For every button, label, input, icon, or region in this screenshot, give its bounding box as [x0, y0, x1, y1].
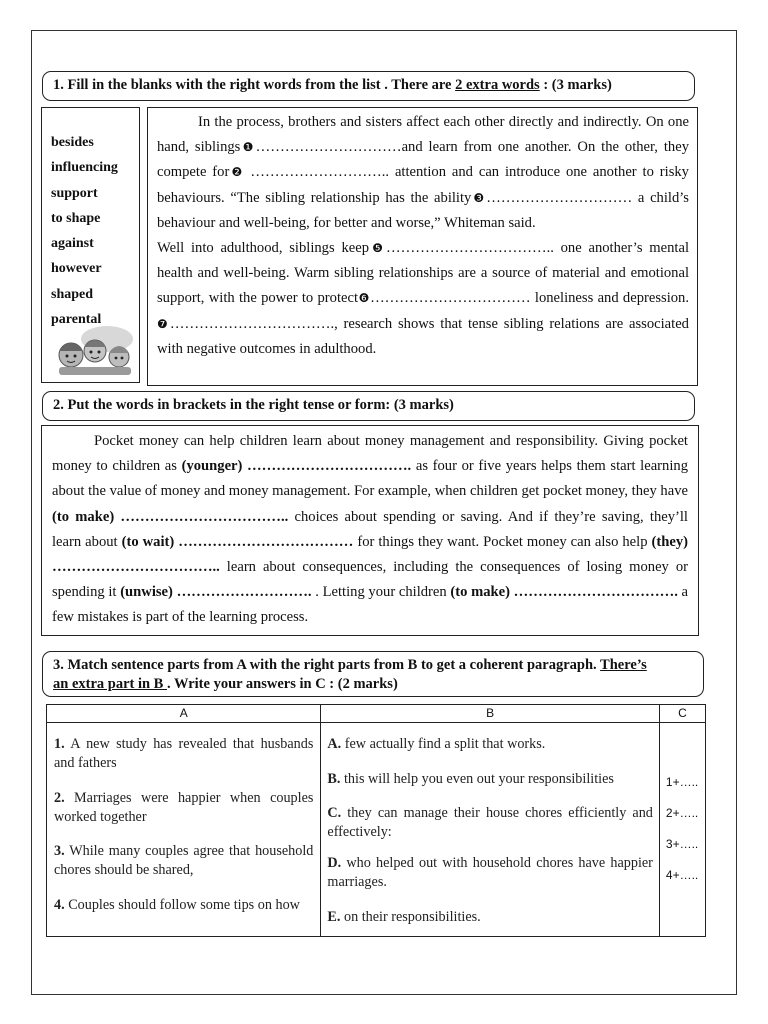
section1-header-text: 1. Fill in the blanks with the right words from the list . There are	[53, 77, 456, 93]
section3-header-underlined: an extra part in B	[53, 676, 167, 692]
answer-slot-3[interactable]: 3+…..	[665, 837, 699, 851]
passage-text: ……………………………., research shows that tense sibling relations are associated with negative outcomes in adulthood.	[157, 315, 689, 357]
verb-blank-2: (to make) ……………………………..	[52, 508, 289, 525]
a-item-4: 4. Couples should follow some tips on how	[54, 897, 300, 913]
blank-number-3: ❸	[471, 190, 487, 205]
passage-text: …………………………… loneliness and depression.	[370, 290, 689, 307]
passage-text: learn about consequences, including the consequences of losing money or spending it	[52, 559, 688, 601]
verb-blank-4: (they) ……………………………..	[52, 533, 688, 576]
column-c-cell	[659, 723, 705, 937]
blank-number-1: ❶	[240, 140, 256, 155]
a-item-1: 1. A new study has revealed that husbands and fathers	[54, 736, 314, 771]
section1-header-underlined: 2 extra words	[455, 77, 540, 93]
passage-text: for things they want. Pocket money can also help	[353, 533, 652, 550]
passage-text: as four or five years helps them start learning about the value of money and money management. For example, when children get pocket money, they have	[52, 458, 688, 500]
verb-blank-6: (to make) …………………………….	[450, 584, 678, 601]
passage-text: …………………………….. one another’s mental health and well-being. Warm sibling relationships are a source of material and emotional support, with the power to protect	[157, 240, 690, 307]
column-header-a: A	[47, 705, 321, 723]
word-item: support	[51, 185, 98, 201]
children-illustration-icon	[51, 325, 135, 375]
section3-header-end: . Write your answers in C : (2 marks)	[166, 676, 398, 692]
answer-slot-1[interactable]: 1+…..	[665, 775, 699, 789]
a-item-3: 3. While many couples agree that household chores should be shared,	[54, 843, 314, 878]
blank-number-6: ❻	[358, 291, 371, 306]
passage-text: . Letting your children	[311, 584, 451, 601]
column-header-c: C	[659, 705, 705, 723]
passage-text: In the process, brothers and sisters affect each other directly and indirectly. On one hand, siblings	[157, 114, 689, 156]
word-list-box	[41, 107, 140, 383]
b-item-b: B. this will help you even out your responsibilities	[327, 771, 614, 787]
answer-slot-4[interactable]: 4+…..	[665, 868, 699, 882]
word-item: shaped	[51, 286, 94, 302]
passage-text: choices about spending or saving. And if they’re saving, they’ll learn about	[52, 508, 688, 550]
passage-text: a few mistakes is part of the learning process.	[52, 584, 689, 626]
passage-text: Pocket money can help children learn about money management and responsibility. Giving pocket money to children as	[52, 433, 688, 475]
word-item: against	[51, 236, 94, 252]
a-item-2: 2. Marriages were happier when couples worked together	[54, 790, 314, 825]
passage-text: …………………………and learn from one another. On the other, they compete for	[157, 139, 689, 181]
column-header-b: B	[321, 705, 660, 723]
section1-header	[42, 71, 695, 101]
column-a-cell	[47, 723, 321, 937]
passage-text: ……………………….. attention and can introduce one another to risky behaviours. “The sibling relationship has the ability	[157, 164, 689, 206]
section1-header-end: : (3 marks)	[539, 77, 612, 93]
verb-blank-3: (to wait) ………………………………	[121, 533, 354, 550]
blank-number-5: ❺	[369, 241, 387, 256]
passage-text: ………………………… a child’s behaviour and well-being, for better and worse,” Whiteman said.	[157, 189, 689, 231]
verb-blank-5: (unwise) ……………………….	[120, 584, 312, 601]
b-item-e: E. on their responsibilities.	[327, 909, 481, 925]
blank-number-2: ❷	[229, 165, 245, 180]
section3-header-text: 3. Match sentence parts from A with the right parts from B to get a coherent paragraph.	[53, 657, 601, 673]
b-item-d: D. who helped out with household chores have happier marriages.	[327, 855, 653, 890]
section3-header	[42, 651, 704, 697]
section3-header-underlined: There’s	[600, 657, 647, 673]
column-b-cell	[321, 723, 660, 937]
word-item: besides	[51, 135, 94, 150]
b-item-c: C. they can manage their house chores efficiently and effectively:	[327, 805, 653, 840]
passage-text: Well into adulthood, siblings keep	[157, 240, 369, 257]
worksheet-page	[31, 30, 737, 995]
answer-slot-2[interactable]: 2+…..	[665, 806, 699, 820]
word-item: influencing	[51, 160, 118, 176]
section2-passage	[41, 425, 699, 636]
word-item: however	[51, 261, 102, 277]
word-item: to shape	[51, 210, 101, 226]
section2-header: 2. Put the words in brackets in the right tense or form: (3 marks)	[42, 391, 695, 421]
b-item-a: A. few actually find a split that works.	[327, 736, 546, 752]
matching-table	[46, 704, 706, 937]
verb-blank-1: (younger) …………………………….	[181, 458, 412, 475]
word-item: parental	[51, 312, 102, 328]
section1-passage	[147, 107, 698, 386]
blank-number-7: ❼	[157, 316, 170, 331]
